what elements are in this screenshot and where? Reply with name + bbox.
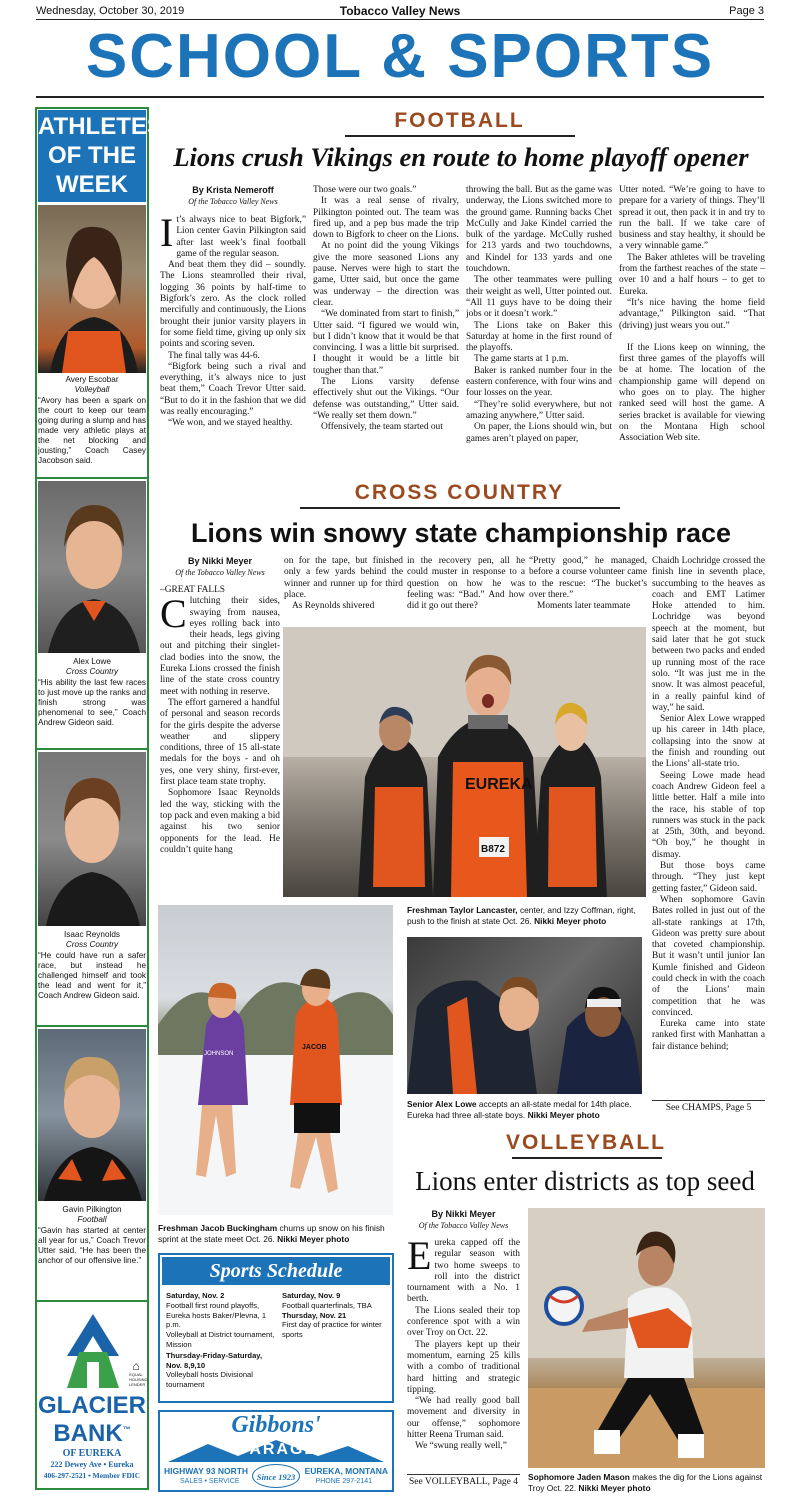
- schedule-day: Saturday, Nov. 2: [166, 1291, 225, 1300]
- volleyball-headline: Lions enter districts as top seed: [415, 1166, 755, 1196]
- athletes-title-line1: ATHLETES: [38, 113, 163, 140]
- left-runner-jersey-b: JACOB: [302, 1044, 327, 1051]
- bank-sub2: 222 Dewey Ave • Eureka: [50, 1460, 134, 1469]
- athlete-name: Gavin Pilkington: [62, 1205, 122, 1214]
- schedule-day: Thursday-Friday-Saturday, Nov. 8,9,10: [166, 1350, 263, 1370]
- athlete-figure: [38, 752, 146, 926]
- cross-medal-caption: [407, 1099, 643, 1120]
- bank-name-line1: GLACIER: [38, 1392, 146, 1419]
- paragraph: Utter noted. “We’re going to have to prepare for a variety of things. They’ll spread it out, then pack it in and try to run the ball. If we take care of business and stay healthy, it should be a very winnable game.”: [619, 185, 765, 252]
- paragraph: Those were our two goals.”: [313, 185, 417, 195]
- paragraph: throwing the ball. But as the game was underway, the Lions switched more to the ground game. Running backs Chet McCully and Jake Kindel carried the bulk of the yardage. McCully rushed for 213 yards and two touchdowns, and Kindel for 133 yards and one touchdown.: [466, 185, 612, 275]
- athlete-quote: “He could have run a safer race, but instead he challenged himself and took the lead and went for it,” Coach Andrew Gideon said.: [38, 951, 146, 1000]
- sports-schedule-title: Sports Schedule: [162, 1257, 390, 1285]
- paragraph: We “swung really well,”: [415, 1441, 507, 1452]
- football-label: FOOTBALL: [394, 109, 525, 132]
- cross-main-caption: [407, 905, 647, 926]
- garage-highway: HIGHWAY 93 NORTH: [164, 1466, 249, 1476]
- caption-credit: Nikki Meyer photo: [534, 915, 607, 926]
- paragraph: Moments later teammate: [537, 601, 631, 612]
- athlete-name: Alex Lowe: [73, 657, 111, 666]
- caption-text: makes the dig for the Lions against Troy Oct. 22.: [528, 1472, 763, 1493]
- cross-col-2: [284, 556, 403, 620]
- paragraph: “It’s nice having the home field advantage,” Pilkington said. “That (driving) just wears you out.”: [619, 297, 765, 331]
- athlete-quote: “Avory has been a spark on the court to keep our team going during a slump and has made very athletic plays at the net blocking and jousting,” Coach Casey Jacobson said.: [38, 396, 146, 465]
- paragraph: Seeing Lowe made head coach Andrew Gideon feel a little better. Half a mile into the race, his stable of top runners was stuck in the pack at 25th, 30th, and beyond. “Oh boy,” he thought in dismay.: [652, 770, 765, 860]
- paragraph: Offensively, the team started out: [321, 422, 443, 433]
- paragraph: The Lions sealed their top conference spot with a win over Troy on Oct. 22.: [407, 1305, 520, 1339]
- cross-byline: [160, 556, 280, 578]
- byline-org: Of the Tobacco Valley News: [175, 568, 265, 577]
- athlete-photo-reynolds: [38, 752, 146, 926]
- paragraph: The Lions varsity defense effectively shut out the Vikings. “Our defense was outstanding,” Utter said. “We really set them down.”: [313, 377, 459, 421]
- athlete-text-pilkington: [38, 1205, 146, 1266]
- paragraph: “We dominated from start to finish,” Utter said. “I figured we would win, but I didn’t know that it would be that convincing. I was a little bit surprised. I thought it would be a little bit tougher than that.”: [313, 309, 459, 376]
- medal-figure: [407, 937, 642, 1094]
- athlete-sport: Football: [77, 1215, 107, 1224]
- paragraph: Senior Alex Lowe wrapped up his career in 14th place, collapsing into the snow at the finish and rounding out the Lions’ all-state trio.: [652, 714, 765, 770]
- paragraph: [619, 332, 765, 343]
- athletes-title-line2: OF THE: [48, 142, 136, 169]
- byline-author: By Nikki Meyer: [431, 1209, 496, 1219]
- cross-col-1: [160, 585, 280, 900]
- caption-credit: Nikki Meyer photo: [277, 1233, 350, 1244]
- athlete-text-escobar: [38, 375, 146, 466]
- paragraph: Eureka came into state ranked first with Manhattan a fair distance behind;: [652, 1019, 765, 1052]
- paragraph: The effort garnered a handful of personal and season records for the girls despite the adverse weather and slippery conditions, three of 15 all-state medals for the boys - and oh yes, one very shiny, first-ever, first place team state trophy.: [160, 697, 280, 788]
- schedule-left-column: [166, 1291, 276, 1390]
- section-title: SCHOOL & SPORTS: [85, 22, 715, 91]
- masthead-paper: Tobacco Valley News: [339, 4, 461, 18]
- main-runner-bib: B872: [481, 844, 505, 855]
- cross-left-photo: [158, 905, 393, 1215]
- dateline: –GREAT FALLS: [160, 585, 226, 595]
- caption-lead: Sophomore Jaden Mason: [528, 1472, 630, 1482]
- schedule-day: Saturday, Nov. 9: [282, 1291, 341, 1300]
- caption-credit: Nikki Meyer photo: [578, 1482, 651, 1493]
- paragraph: Baker is ranked number four in the eastern conference, with four wins and four losses on the year.: [466, 365, 612, 399]
- bank-name-line2-text: BANK: [53, 1420, 123, 1447]
- paragraph: The game starts at 1 p.m.: [474, 354, 569, 365]
- athlete-photo-lowe: [38, 481, 146, 653]
- bank-sub1: OF EUREKA: [62, 1448, 122, 1459]
- football-dropcap: I: [160, 215, 174, 255]
- masthead-date: Wednesday, October 30, 2019: [36, 5, 185, 17]
- schedule-item: Football quarterfinals, TBA: [282, 1300, 372, 1310]
- paragraph: On paper, the Lions should win, but games aren’t played on paper,: [466, 422, 612, 444]
- volleyball-figure: [528, 1208, 765, 1468]
- paragraph: And beat them they did – soundly. The Lions steamrolled their rival, logging 36 points by half-time to Bigfork’s zero. As the clock rolled mercifully and continuously, the Lions brought their junior varsity players in for some field time, giving up only six points and scoring seven.: [160, 260, 306, 350]
- athletes-title-line3: WEEK: [56, 171, 128, 198]
- garage-name-block: GARAGE: [234, 1441, 318, 1458]
- paragraph: Sophomore Isaac Reynolds led the way, sticking with the top pack and even making a bid against his two senior opponents for the lead. He couldn’t quite hang: [160, 788, 280, 855]
- bank-name-line2: [37, 1418, 147, 1446]
- paragraph: The final tally was 44-6.: [168, 350, 260, 361]
- caption-text: churns up snow on his finish sprint at the state meet Oct. 26.: [158, 1223, 385, 1244]
- garage-name-script: Gibbons': [231, 1412, 321, 1438]
- equal-housing-label: EQUAL HOUSING LENDER: [129, 1372, 148, 1387]
- caption-lead: Freshman Taylor Lancaster,: [407, 905, 518, 915]
- bank-sub3: 406-297-2521 • Member FDIC: [43, 1471, 141, 1480]
- volleyball-label-rule: [512, 1157, 662, 1159]
- byline-org: Of the Tobacco Valley News: [188, 197, 278, 206]
- volleyball-dropcap: E: [407, 1238, 432, 1278]
- garage-phone: PHONE 297-2141: [315, 1478, 372, 1485]
- athlete-sport: Cross Country: [65, 940, 119, 949]
- athlete-sport: Volleyball: [74, 385, 110, 394]
- sidebar-divider: [35, 1025, 149, 1027]
- paragraph: “Bigfork being such a rival and everything, it’s always nice to just beat them,” Coach Trevor Utter said. “But to do it in the fashion that we did was really encouraging.”: [160, 361, 306, 418]
- cross-col-4: [529, 556, 647, 620]
- cross-dropcap: C: [160, 591, 187, 637]
- paragraph: It was a real sense of rivalry, Pilkington pointed out. The team was fired up, and a pep bus made the trip down to Bigfork to cheer on the Lions.: [313, 196, 459, 241]
- bank-trademark: ™: [122, 1425, 131, 1434]
- athlete-figure: [38, 481, 146, 653]
- football-col-3: [466, 185, 612, 480]
- athlete-text-reynolds: [38, 930, 146, 1001]
- masthead-page: Page 3: [729, 5, 764, 17]
- cross-medal-photo: [407, 937, 642, 1094]
- cross-country-headline: Lions win snowy state championship race: [190, 518, 732, 548]
- paragraph: When sophomore Gavin Bates rolled in just out of the all-state rankings at 17th, Gideon was pretty sure about that coveted championship. But it wasn’t until junior Ian Kumle finished and Gideon could check in with the coach of the Lions’ main competition that he was convinced.: [652, 894, 765, 1018]
- paragraph: The Baker athletes will be traveling from the farthest reaches of the state – over 10 and a half hours – to get to Eureka.: [619, 252, 765, 297]
- cross-country-label-rule: [300, 507, 620, 509]
- bank-logo-icon: [65, 1312, 121, 1390]
- cross-col-5: [652, 556, 765, 1092]
- paragraph: The Lions take on Baker this Saturday at home in the first round of the playoffs.: [466, 320, 612, 354]
- athlete-quote: “Gavin has started at center all year for us,” Coach Trevor Utter said. “He has been the anchor of our offensive line.”: [38, 1226, 146, 1265]
- runners-snow-figure: [158, 905, 393, 1215]
- caption-lead: Senior Alex Lowe: [407, 1099, 477, 1109]
- paragraph: As Reynolds shivered: [292, 601, 375, 612]
- paragraph: “We had really good ball movement and diversity in our offense,” sophomore hitter Reena Truman said.: [407, 1396, 520, 1441]
- schedule-item: Volleyball hosts Divisional tournament: [166, 1370, 253, 1390]
- athlete-photo-pilkington: [38, 1029, 146, 1201]
- byline-author: By Nikki Meyer: [187, 556, 253, 566]
- volleyball-photo: [528, 1208, 765, 1468]
- athlete-photo-escobar: [38, 205, 146, 373]
- garage-sales: SALES • SERVICE: [180, 1478, 240, 1485]
- athlete-figure: [38, 205, 146, 373]
- cross-left-caption: [158, 1223, 394, 1244]
- paragraph: “We won, and we stayed healthy.: [168, 418, 293, 429]
- schedule-item: Football first round playoffs, Eureka hosts Baker/Plevna, 1 p.m.: [166, 1300, 267, 1330]
- byline-org: Of the Tobacco Valley News: [418, 1221, 509, 1230]
- volleyball-byline: [407, 1209, 520, 1231]
- gibbons-garage-ad: [158, 1410, 394, 1492]
- athlete-sport: Cross Country: [65, 667, 119, 676]
- garage-town: EUREKA, MONTANA: [304, 1466, 388, 1476]
- left-runner-jersey-a: JOHNSON: [204, 1051, 234, 1057]
- equal-housing-icon: ⌂ EQUAL HOUSING LENDER: [129, 1359, 148, 1387]
- athlete-text-lowe: [38, 657, 146, 728]
- athlete-figure: [38, 1029, 146, 1201]
- sidebar-divider: [35, 748, 149, 750]
- volleyball-col-1: [407, 1238, 520, 1468]
- schedule-item: Volleyball at District tournament, Mission: [166, 1330, 275, 1349]
- caption-text: center, and Izzy Coffman, right, push to the finish at state Oct. 26.: [407, 905, 636, 926]
- cross-col-3: [407, 556, 525, 620]
- paragraph: lutching their sides, swaying from nausea, eyes rolling back into their heads, legs giving out and pitching their singlet-clad bodies into the snow, the Eureka Lions crossed the finish line of the state cross country meet with nothing in reserve.: [160, 596, 280, 697]
- caption-text: accepts an all-state medal for 14th place. Eureka had three all-state boys.: [407, 1099, 632, 1120]
- cross-main-photo: [283, 627, 646, 897]
- athlete-name: Avery Escobar: [65, 375, 119, 384]
- volleyball-label: VOLLEYBALL: [506, 1131, 666, 1154]
- volleyball-caption: [528, 1472, 766, 1493]
- paragraph: ureka capped off the regular season with two home sweeps to roll into the district tournament with a No. 1 berth.: [407, 1238, 520, 1305]
- paragraph: “Pretty good,” he managed, before a course volunteer came to the rescue: “The bucket’s over there.”: [529, 556, 647, 600]
- section-rule: [36, 96, 764, 98]
- caption-lead: Freshman Jacob Buckingham: [158, 1223, 278, 1233]
- paragraph: If the Lions keep on winning, the first three games of the playoffs will be at home. The location of the championship game will depend on who goes on to play. The higher ranked seed will host the game. A series bracket is available for viewing on the Montana High school Association Web site.: [619, 342, 765, 444]
- cross-country-label: CROSS COUNTRY: [354, 481, 565, 504]
- garage-since: Since 1923: [252, 1464, 300, 1488]
- main-runner-jersey: EUREKA: [465, 776, 533, 793]
- runners-figure: [283, 627, 646, 897]
- paragraph: But those boys came through. “They just kept getting faster,” Gideon said.: [652, 861, 765, 894]
- paragraph: t’s always nice to beat Bigfork,” Lion center Gavin Pilkington said after last week’s final football game of the regular season.: [176, 215, 306, 259]
- byline-author: By Krista Nemeroff: [192, 185, 274, 195]
- athlete-quote: “His ability the last few races to just move up the ranks and finish strong was phenomenal to see,” Coach Andrew Gideon said.: [38, 678, 146, 727]
- football-byline: [160, 185, 306, 207]
- paragraph: on for the tape, but finished only a few yards behind the winner and runner up for third place.: [284, 556, 403, 600]
- football-label-rule: [345, 135, 575, 137]
- football-col-1: [160, 215, 306, 480]
- schedule-right-column: [282, 1291, 390, 1340]
- cross-jump: See CHAMPS, Page 5: [652, 1100, 765, 1113]
- athlete-name: Isaac Reynolds: [64, 930, 120, 939]
- paragraph: “They’re solid everywhere, but not amazing anywhere,” Utter said.: [466, 399, 612, 421]
- football-headline: Lions crush Vikings en route to home playoff opener: [173, 142, 749, 172]
- paragraph: The players kept up their momentum, earning 25 kills with a combo of traditional hard hitting and strategic tipping.: [407, 1339, 520, 1395]
- paragraph: At no point did the young Vikings give the more seasoned Lions any pause. Nerves were high to start the game, Utter said, but once the game was underway – the direction was clear.: [313, 241, 459, 308]
- volleyball-jump: See VOLLEYBALL, Page 4: [407, 1474, 520, 1487]
- glacier-bank-ad: [35, 1300, 149, 1490]
- caption-credit: Nikki Meyer photo: [527, 1109, 600, 1120]
- football-col-2: [313, 185, 459, 480]
- schedule-day: Thursday, Nov. 21: [282, 1310, 347, 1320]
- football-col-4: [619, 185, 765, 480]
- paragraph: in the recovery pen, all he could muster in response to a question on how he was feeling was: “Bad.” And how did it go out there?: [407, 556, 525, 612]
- paragraph: The other teammates were pulling their weight as well, Utter pointed out. “All 11 guys have to be doing their jobs or it doesn’t work.”: [466, 275, 612, 320]
- athletes-title: [38, 110, 163, 202]
- sidebar-divider: [35, 477, 149, 479]
- paragraph: Chaidh Lochridge crossed the finish line in seventh place, succumbing to the heaves as coach and EMT Latimer Hoke attended to him. Lochridge was beyond speech at the moment, but said later that he got stuck between two packs and ended up running most of the race solo. “It was just me in the snow. It was almost peaceful, in a really painful kind of way,” he said.: [652, 556, 765, 713]
- schedule-item: First day of practice for winter sports: [282, 1320, 382, 1340]
